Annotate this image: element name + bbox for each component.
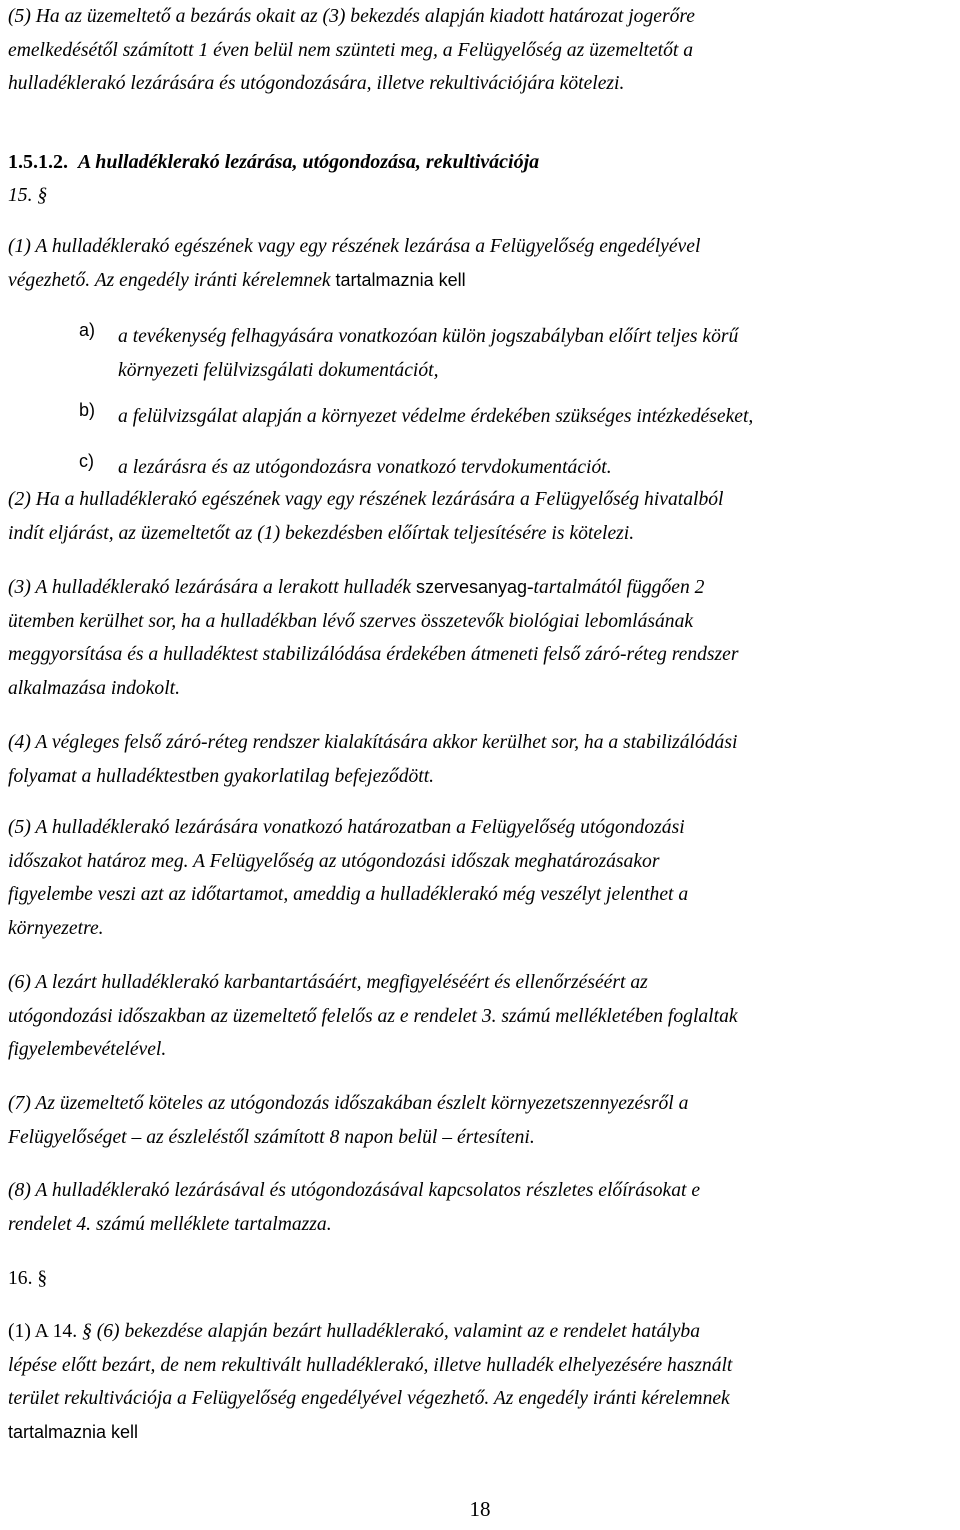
text-line-italic: végezhető. Az engedély iránti kérelemnek	[8, 269, 331, 291]
text-line: indít eljárást, az üzemeltetőt az (1) bekezdésben előírtak teljesítésére is kötelezi.	[8, 522, 635, 544]
text-line: alkalmazása indokolt.	[8, 677, 180, 699]
paragraph-15-3	[8, 571, 738, 705]
paragraph-15-2	[8, 483, 724, 550]
text-line: a felülvizsgálat alapján a környezet védelme érdekében szükséges intézkedéseket,	[118, 406, 754, 427]
text-span: § (6) bekezdése alapján bezárt hulladéklerakó, valamint az e rendelet hatályba	[82, 1321, 700, 1342]
text-line: (6) A lezárt hulladéklerakó karbantartásáért, megfigyeléséért és ellenőrzéséért az	[8, 972, 648, 993]
text-line: meggyorsítása és a hulladéktest stabilizálódása érdekében átmeneti felső záró-réteg rendszer	[8, 644, 739, 666]
text-span-plain: szervesanyag	[415, 577, 528, 597]
text-line: (4) A végleges felső záró-réteg rendszer kialakítására akkor kerülhet sor, ha a stabilizálódási	[8, 732, 738, 753]
heading-title: A hulladéklerakó lezárása, utógondozása, rekultivációja	[78, 151, 540, 173]
heading-number: 1.5.1.2.	[8, 151, 68, 173]
text-line: (7) Az üzemeltető köteles az utógondozás időszakában észlelt környezetszennyezésről a	[8, 1093, 689, 1114]
paragraph-5-intro	[8, 0, 695, 101]
text-span: (3) A hulladéklerakó lezárására a lerakott hulladék	[8, 577, 412, 598]
text-line-plain: tartalmaznia kell	[8, 1421, 139, 1442]
text-span: (1) A 14.	[8, 1321, 78, 1342]
paragraph-15-8	[8, 1174, 700, 1241]
text-line: környezetre.	[8, 917, 104, 939]
text-line: (5) Ha az üzemeltető a bezárás okait az (3) bekezdés alapján kiadott határozat jogerőre	[8, 6, 695, 27]
text-line: környezeti felülvizsgálati dokumentációt,	[118, 359, 439, 381]
text-line-plain: tartalmaznia kell	[335, 269, 466, 290]
text-line: terület rekultivációja a Felügyelőség engedélyével végezhető. Az engedély iránti kérelemnek	[8, 1388, 730, 1410]
text-line: Felügyelőséget – az észleléstől számított 8 napon belül – értesíteni.	[8, 1126, 535, 1148]
section-number: 16. §	[8, 1268, 48, 1289]
text-line: a tevékenység felhagyására vonatkozóan külön jogszabályban előírt teljes körű	[118, 326, 739, 347]
text-line: utógondozási időszakban az üzemeltető felelős az e rendelet 3. számú mellékletében foglaltak	[8, 1005, 738, 1027]
section-heading	[8, 146, 539, 180]
text-line: ütemben kerülhet sor, ha a hulladékban lévő szerves összetevők biológiai lebomlásának	[8, 610, 694, 632]
text-line: hulladéklerakó lezárására és utógondozására, illetve rekultivációjára kötelezi.	[8, 73, 625, 95]
text-line: (5) A hulladéklerakó lezárására vonatkozó határozatban a Felügyelőség utógondozási	[8, 817, 685, 838]
section-16-title	[8, 1262, 47, 1296]
paragraph-15-6	[8, 966, 738, 1067]
paragraph-15-1	[8, 230, 700, 297]
list-item	[8, 451, 948, 485]
paragraph-15-7	[8, 1087, 688, 1154]
text-line: lépése előtt bezárt, de nem rekultivált hulladéklerakó, illetve hulladék elhelyezésére használt	[8, 1354, 733, 1376]
text-line: időszakot határoz meg. A Felügyelőség az utógondozási időszak meghatározásakor	[8, 850, 660, 872]
text-line: folyamat a hulladéktestben gyakorlatilag befejeződött.	[8, 765, 435, 787]
section-number: 15. §	[8, 185, 48, 206]
list-label: b)	[79, 400, 96, 420]
text-line: emelkedésétől számított 1 éven belül nem szünteti meg, a Felügyelőség az üzemeltetőt a	[8, 39, 694, 61]
list-item	[8, 320, 948, 387]
text-line: rendelet 4. számú melléklete tartalmazza.	[8, 1213, 332, 1235]
text-line: a lezárásra és az utógondozásra vonatkozó tervdokumentációt.	[118, 457, 612, 478]
text-line: (1) A hulladéklerakó egészének vagy egy részének lezárása a Felügyelőség engedélyével	[8, 236, 701, 257]
section-15-title	[8, 179, 47, 213]
list-item	[8, 400, 948, 434]
paragraph-15-5	[8, 811, 688, 945]
text-line: (2) Ha a hulladéklerakó egészének vagy egy részének lezárására a Felügyelőség hivatalból	[8, 489, 724, 510]
text-span: -tartalmától függően 2	[527, 577, 705, 598]
list-label: a)	[79, 320, 96, 340]
text-line: figyelembe veszi azt az időtartamot, ameddig a hulladéklerakó még veszélyt jelenthet a	[8, 884, 689, 906]
text-line: figyelembevételével.	[8, 1039, 167, 1061]
text-line: (8) A hulladéklerakó lezárásával és utógondozásával kapcsolatos részletes előírásokat e	[8, 1180, 701, 1201]
paragraph-15-4	[8, 726, 737, 793]
paragraph-16-1	[8, 1315, 732, 1449]
page-number: 18	[469, 1497, 491, 1521]
list-label: c)	[79, 451, 94, 471]
